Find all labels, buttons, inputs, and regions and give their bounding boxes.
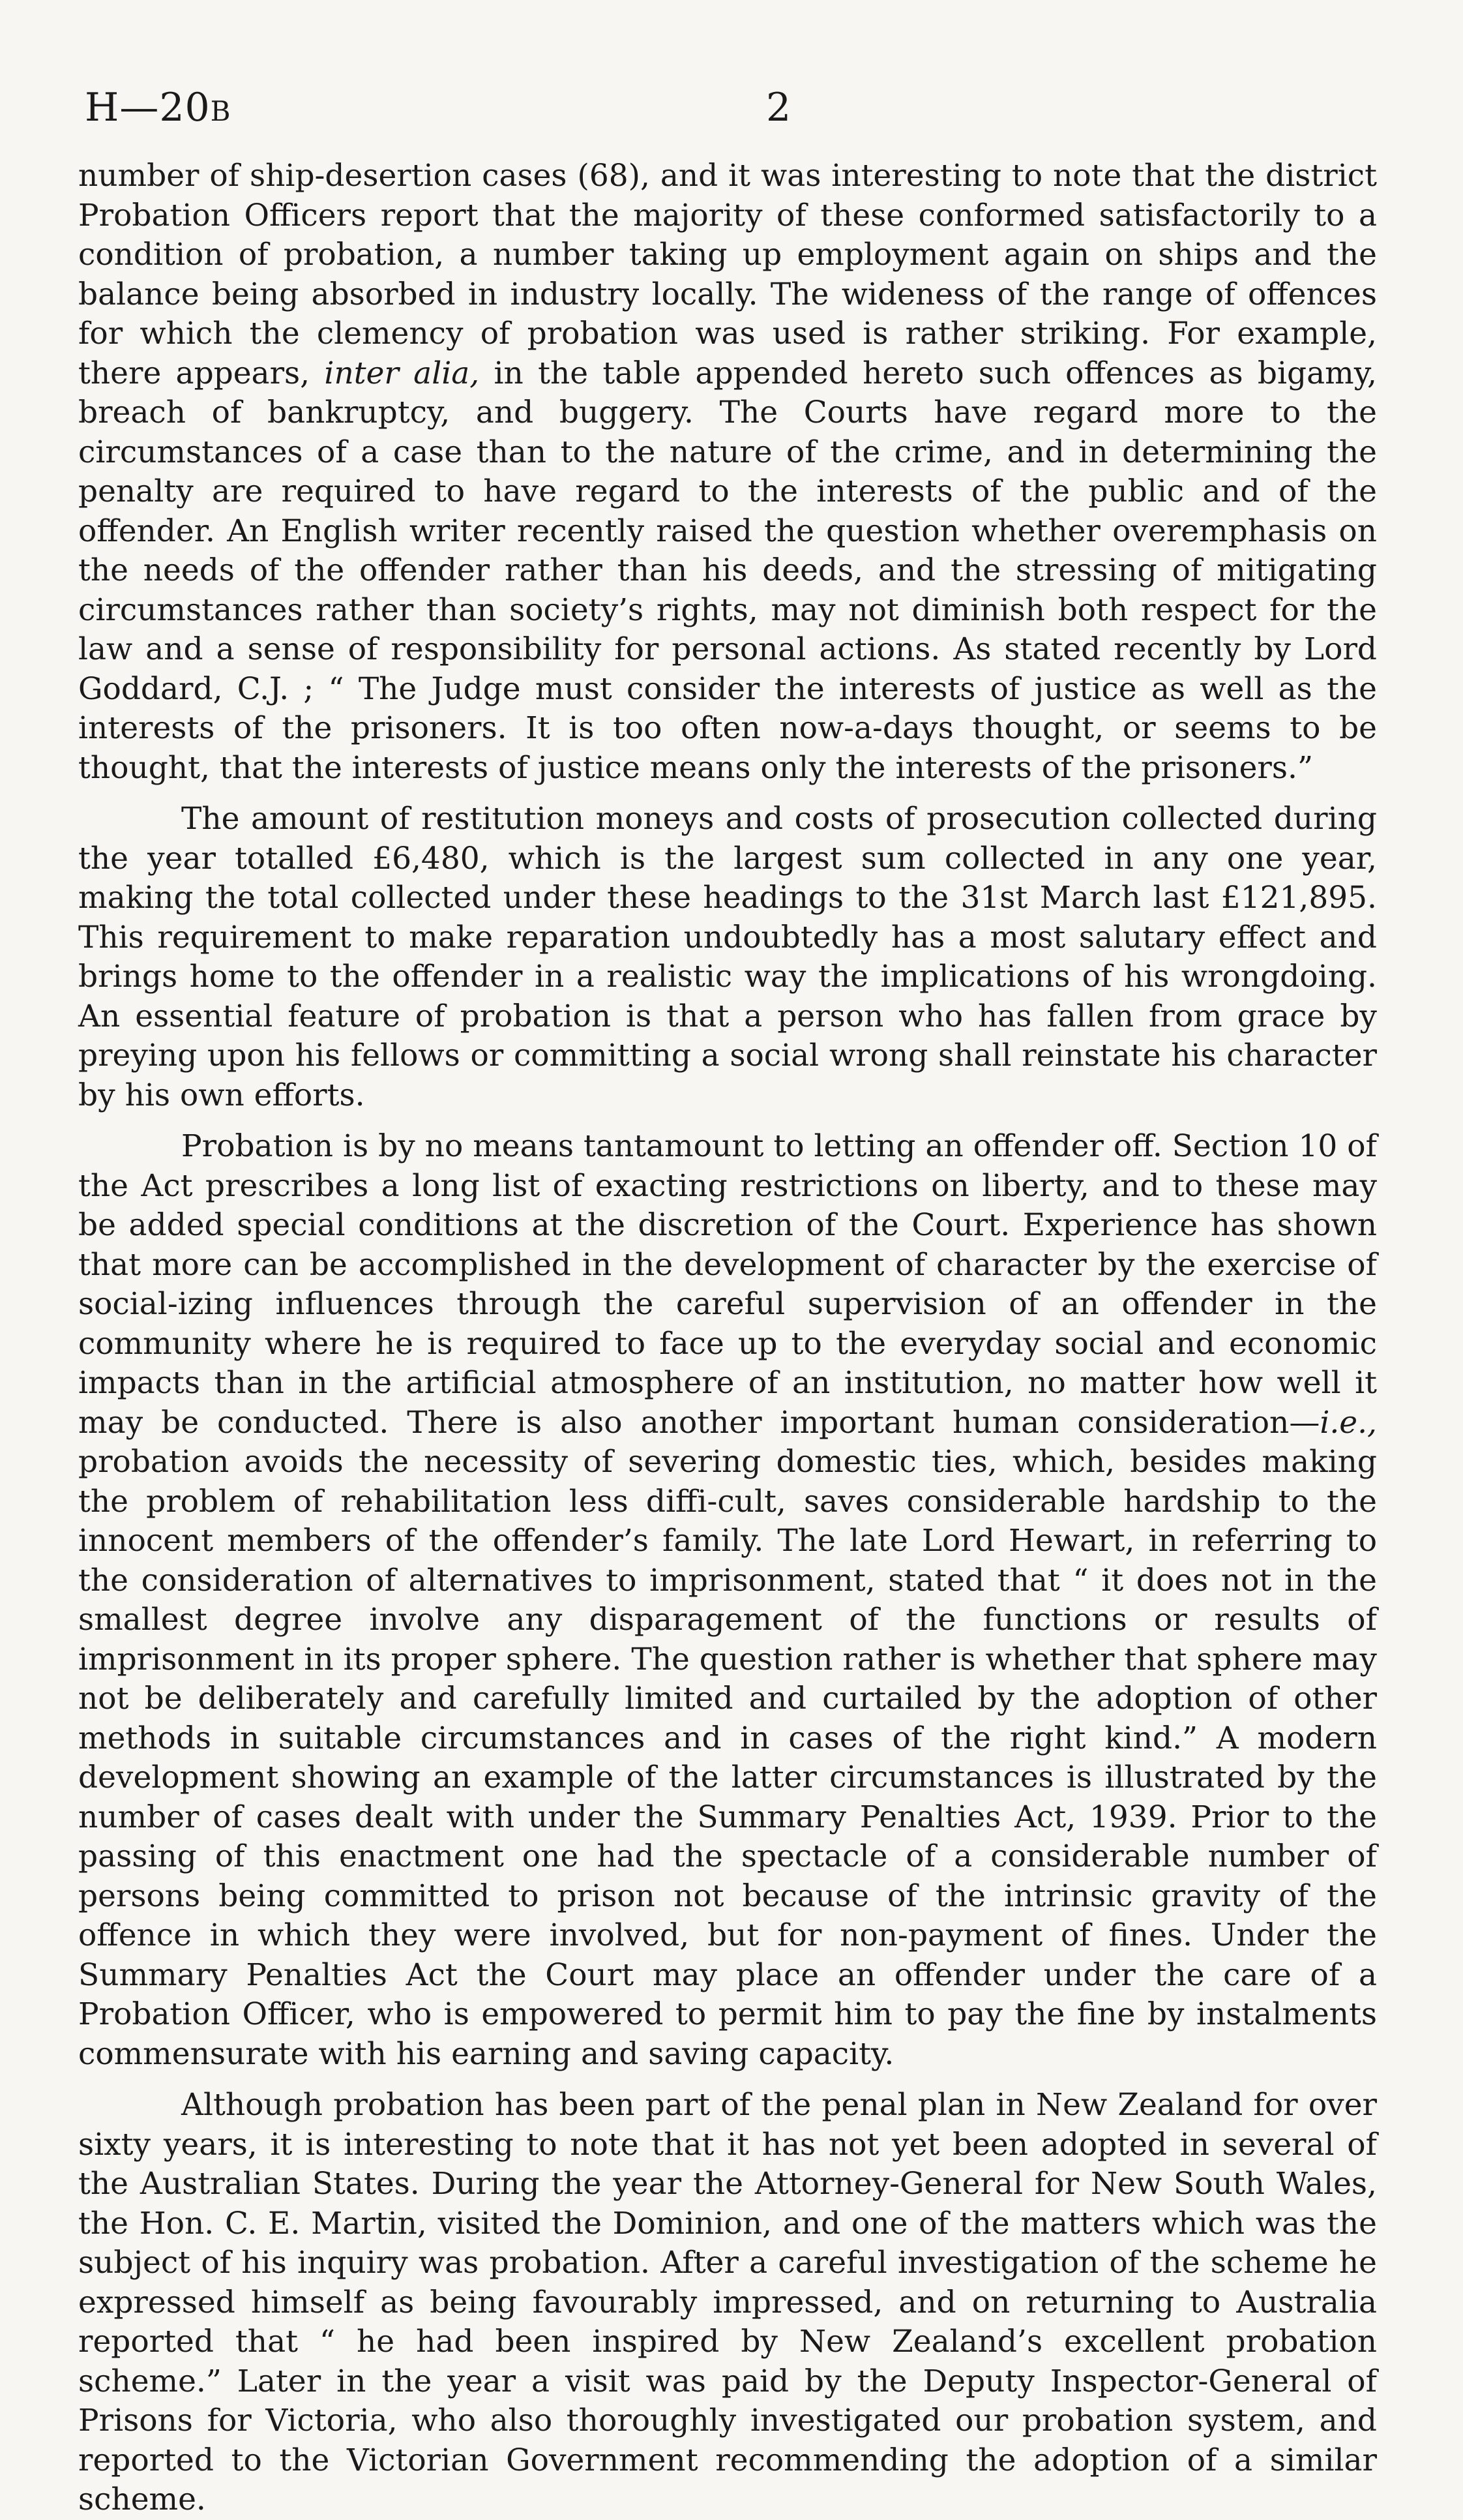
- page-header: [60, 85, 1377, 157]
- paragraph-3: Probation is by no means tantamount to letting an offender off. Section 10 of the Act prescribes a long list of exacting restrictions on liberty, and to these may be added special conditions at the discretion of the Court. Experience has shown that more can be accomplished in the development of character by the exercise of social-izing influences through the careful supervision of an offender in the community where he is required to face up to the everyday social and economic impacts than in the artificial atmosphere of an institution, no matter how well it may be conducted. There is also another important human consideration—i.e., probation avoids the necessity of severing domestic ties, which, besides making the problem of rehabilitation less diffi-cult, saves considerable hardship to the innocent members of the offender’s family. The late Lord Hewart, in referring to the consideration of alternatives to imprisonment, stated that “ it does not in the smallest degree involve any disparagement of the functions or results of imprisonment in its proper sphere. The question rather is whether that sphere may not be deliberately and carefully limited and curtailed by the adoption of other methods in suitable circumstances and in cases of the right kind.” A modern development showing an example of the latter circumstances is illustrated by the number of cases dealt with under the Summary Penalties Act, 1939. Prior to the passing of this enactment one had the spectacle of a considerable number of persons being committed to prison not because of the intrinsic gravity of the offence in which they were involved, but for non-payment of fines. Under the Summary Penalties Act the Court may place an offender under the care of a Probation Officer, who is empowered to permit him to pay the fine by instalments commensurate with his earning and saving capacity.: [78, 1128, 1377, 2072]
- document-reference: H—20B: [85, 85, 231, 130]
- abbreviation-ie: i.e.,: [1320, 1404, 1377, 1441]
- paragraph-1: number of ship-desertion cases (68), and it was interesting to note that the district Probation Officers report that the majority of these conformed satisfactorily to a condition of probation, a number taking up employment again on ships and the balance being absorbed in industry locally. The wideness of the range of offences for which the clemency of probation was used is rather striking. For example, there appears, inter alia, in the table appended hereto such offences as bigamy, breach of bankruptcy, and buggery. The Courts have regard more to the circumstances of a case than to the nature of the crime, and in determining the penalty are required to have regard to the interests of the public and of the offender. An English writer recently raised the question whether overemphasis on the needs of the offender rather than his deeds, and the stressing of mitigating circumstances rather than society’s rights, may not diminish both respect for the law and a sense of responsibility for personal actions. As stated recently by Lord Goddard, C.J. ; “ The Judge must consider the interests of justice as well as the interests of the prisoners. It is too often now-a-days thought, or seems to be thought, that the interests of justice means only the interests of the prisoners.”: [78, 158, 1377, 786]
- page-number: 2: [766, 85, 791, 130]
- paragraph-2: The amount of restitution moneys and costs of prosecution collected during the year totalled £6,480, which is the largest sum collected in any one year, making the total collected under these headings to the 31st March last £121,895. This requirement to make reparation undoubtedly has a most salutary effect and brings home to the offender in a realistic way the implications of his wrongdoing. An essential feature of probation is that a person who has fallen from grace by preying upon his fellows or committing a social wrong shall reinstate his character by his own efforts.: [78, 801, 1377, 1113]
- paragraph-4: Although probation has been part of the penal plan in New Zealand for over sixty years, it is interesting to note that it has not yet been adopted in several of the Australian States. During the year the Attorney-General for New South Wales, the Hon. C. E. Martin, visited the Dominion, and one of the matters which was the subject of his inquiry was probation. After a careful investigation of the scheme he expressed himself as being favourably impressed, and on returning to Australia reported that “ he had been inspired by New Zealand’s excellent probation scheme.” Later in the year a visit was paid by the Deputy Inspector-General of Prisons for Victoria, who also thoroughly investigated our probation system, and reported to the Victorian Government recommending the adoption of a similar scheme.: [78, 2087, 1377, 2517]
- latin-phrase: inter alia,: [324, 355, 480, 391]
- body-text: [78, 157, 1377, 2520]
- document-reference-suffix: B: [210, 95, 231, 127]
